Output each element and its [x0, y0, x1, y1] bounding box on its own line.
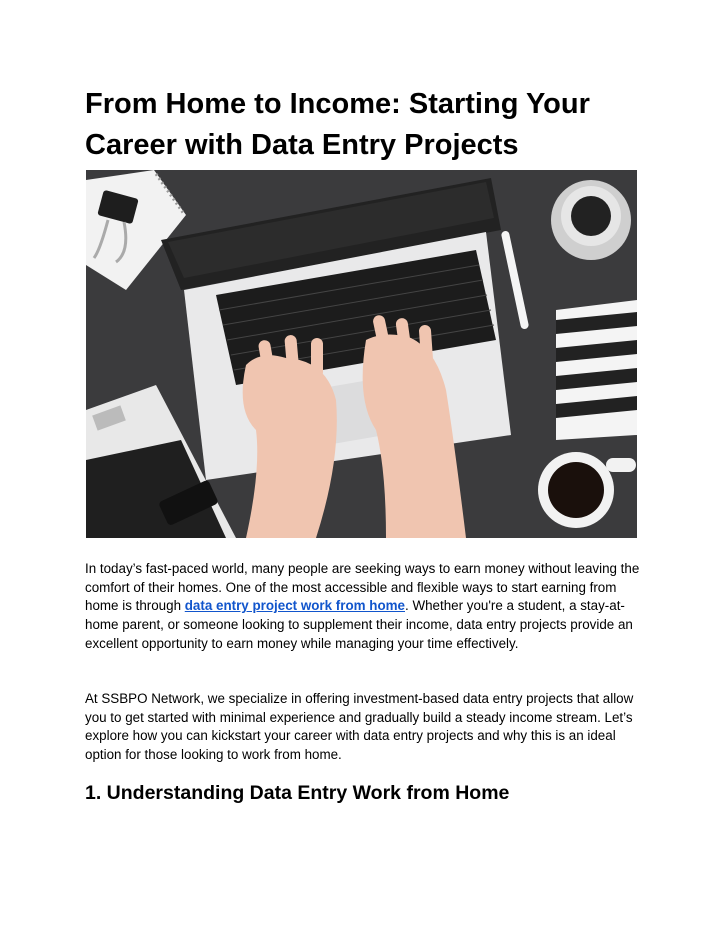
- data-entry-link[interactable]: data entry project work from home: [184, 598, 405, 614]
- hero-image: [86, 170, 637, 538]
- second-paragraph: At SSBPO Network, we specialize in offering investment-based data entry projects that allow you to get started with minimal experience and gradually build a steady income stream. Let’s explore how you can kickstart your career with data entry projects and why this is an ideal option for those looking to work from home.: [85, 691, 634, 763]
- intro-text-before-link: In today’s fast-paced world, many people are seeking ways to earn money without leaving the comfort of their homes. One of the most accessible and flexible ways to start earning from home is through: [85, 561, 640, 614]
- intro-text-after-link: . Whether you're a student, a stay-at-home parent, or someone looking to supplement their income, data entry projects provide an excellent opportunity to earn money while managing your time effectively.: [85, 598, 633, 651]
- section-heading: 1. Understanding Data Entry Work from Home: [85, 782, 510, 804]
- article-title: From Home to Income: Starting Your Career with Data Entry Projects: [85, 88, 590, 161]
- bowl-illustration: [551, 180, 631, 260]
- intro-paragraph: [85, 560, 645, 654]
- striped-notebook-illustration: [556, 300, 637, 440]
